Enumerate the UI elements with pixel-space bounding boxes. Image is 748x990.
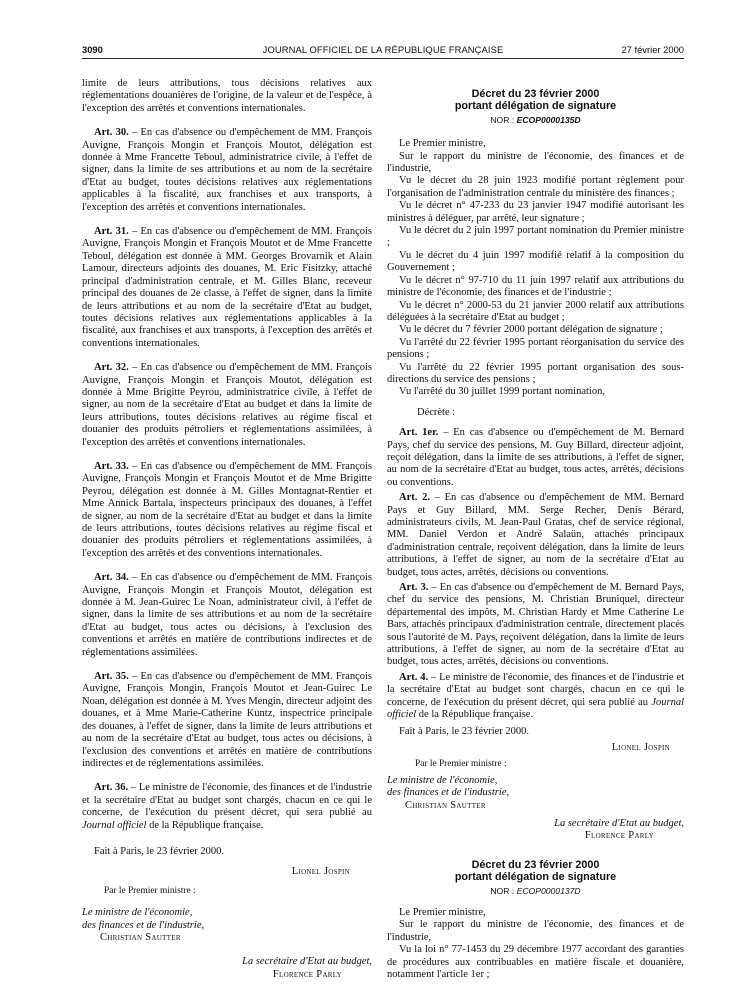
minister-title-cont: des finances et de l'industrie, <box>387 787 510 799</box>
preamble-line: Vu le décret du 2 juin 1997 portant nomination du Premier ministre ; <box>387 225 684 249</box>
article-3 <box>387 582 684 669</box>
article-number: Art. 32. <box>94 362 129 374</box>
prime-minister-signature: Lionel Jospin <box>291 866 350 878</box>
secretary-name: Florence Parly <box>272 968 342 980</box>
decree-title: Décret du 23 février 2000 <box>471 88 600 100</box>
preamble-line: Vu le décret du 4 juin 1997 modifié relatif à la composition du Gouvernement ; <box>387 249 684 274</box>
right-column <box>387 78 684 981</box>
article-text: – En cas d'absence ou d'empêchement de MM. François Auvigne, François Mongin et François Moutot et de Mme Brigitte Peyrou, délégation est donnée à M. Gilles Montagnat-Rentier et Mme Annick Bartala, inspecteurs principaux des douanes, à l'effet de signer, au nom de la secrétaire d'Etat au budget et dans la limite de leurs attributions, toutes décisions relatives au régime fiscal et douanier des produits pétroliers et réglementations assimilées, à l'exception des arrêtés et des conventions internationales. <box>82 460 372 559</box>
article-text: – En cas d'absence ou d'empêchement de MM. François Auvigne, François Mongin, François Moutot et Jean-Guirec Le Noan, délégation est donnée à M. Yves Mengin, directeur adjoint des douanes, et à Mme Marie-Catherine Kuntz, inspectrice principale des douanes, à l'effet de signer, dans la limite de leurs attributions et au nom de la secrétaire d'Etat au budget, tous actes ou décisions, à l'exclusion des conventions et arrêtés en matière de contributions indirectes et de réglementations assimilées. <box>82 671 372 769</box>
article-text: – En cas d'absence ou d'empêchement de M. Bernard Pays, chef du service des pensions, M. Christian Bruniquel, directeur départemental des impôts, M. Christian Hardy et Mme Catherine Le Bars, attachés principaux d'administration centrale, directement placés sous l'autorité de M. Pays, reçoivent délégation, dans la limite de leurs attributions, à l'effet de signer, au nom de la secrétaire d'Etat au budget, tous actes, arrêtés, décisions ou conventions. <box>387 582 684 668</box>
nor-reference <box>387 114 684 126</box>
secretary-signature-block <box>82 956 372 981</box>
journal-title: JOURNAL OFFICIEL DE LA RÉPUBLIQUE FRANÇAISE <box>262 44 504 55</box>
secretary-title: La secrétaire d'Etat au budget, <box>554 817 684 829</box>
preamble-line: Sur le rapport du ministre de l'économie, des finances et de l'industrie, <box>387 919 684 943</box>
preamble-line: Le Premier ministre, <box>399 906 486 918</box>
article-text-end: de la République française. <box>416 709 534 721</box>
minister-name: Christian Sautter <box>405 799 486 811</box>
header-rule <box>82 58 684 59</box>
article-number: Art. 33. <box>94 460 129 472</box>
decree-ecop0000137d <box>387 859 684 982</box>
journal-officiel-ref: Journal officiel <box>387 696 684 721</box>
preamble-line: Vu la loi n° 77-1453 du 29 décembre 1977 accordant des garanties de procédures aux contribuables en matière fiscale et douanière, notamment l'article 1er ; <box>387 944 684 980</box>
decrete-heading: Décrète : <box>417 406 456 418</box>
decree-preamble <box>387 907 684 981</box>
article-number: Art. 1er. <box>399 427 439 439</box>
preamble-line: Vu l'arrêté du 30 juillet 1999 portant nomination, <box>399 386 605 398</box>
decree-ecop0000135d <box>387 88 684 843</box>
left-column <box>82 78 372 981</box>
article-32 <box>82 362 372 449</box>
decree-title: Décret du 23 février 2000 <box>471 858 600 871</box>
article-number: Art. 31. <box>94 226 129 238</box>
minister-name: Christian Sautter <box>100 931 181 943</box>
article-number: Art. 2. <box>399 492 430 504</box>
decree-subtitle: portant délégation de signature <box>454 871 617 884</box>
nor-label: NOR : <box>490 114 517 125</box>
preamble-line: Vu le décret n° 47-233 du 23 janvier 1947 modifié autorisant les ministres à déléguer, par arrêté, leur signature ; <box>387 200 684 224</box>
article-number: Art. 34. <box>94 572 129 584</box>
preamble-line: Le Premier ministre, <box>399 138 486 150</box>
journal-officiel-ref: Journal officiel <box>82 819 147 831</box>
nor-code: ECOP0000137D <box>516 885 581 896</box>
article-text: – En cas d'absence ou d'empêchement de MM. François Auvigne, François Mongin et François Moutot, délégation est donnée à Mme Francette Teboul, administratrice civile, à l'effet de signer, dans la limite de ses attributions et au nom de la secrétaire d'Etat au budget, toutes décisions relatives aux réglementations applicables à la fiscalité, aux franchises et aux transports, à l'exception des arrêtés et conventions internationales. <box>82 127 372 213</box>
signing-place-date: Fait à Paris, le 23 février 2000. <box>399 725 530 737</box>
article-number: Art. 35. <box>94 671 129 683</box>
page-header <box>82 44 684 58</box>
article-35 <box>82 671 372 770</box>
decree-preamble <box>387 138 684 399</box>
article-34 <box>82 572 372 659</box>
article-number: Art. 4. <box>399 671 429 683</box>
article-33 <box>82 461 372 560</box>
preamble-line: Vu l'arrêté du 22 février 1995 portant réorganisation du service des pensions ; <box>387 336 684 361</box>
article-text-end: de la République française. <box>146 819 264 831</box>
article-1 <box>387 427 684 489</box>
article-number: Art. 36. <box>94 782 129 794</box>
nor-reference <box>387 885 684 897</box>
signing-place-date: Fait à Paris, le 23 février 2000. <box>94 845 225 857</box>
article-36 <box>82 782 372 832</box>
secretary-title: La secrétaire d'Etat au budget, <box>242 956 372 968</box>
preamble-line: Vu le décret du 7 février 2000 portant délégation de signature ; <box>399 324 663 336</box>
prime-minister-signature: Lionel Jospin <box>611 741 670 753</box>
minister-title-cont: des finances et de l'industrie, <box>82 919 205 931</box>
article-number: Art. 30. <box>94 127 129 139</box>
minister-title: Le ministre de l'économie, <box>387 774 498 786</box>
article-4 <box>387 672 684 722</box>
decree-subtitle: portant délégation de signature <box>454 100 617 113</box>
article-30 <box>82 127 372 214</box>
article-text: – En cas d'absence ou d'empêchement de MM. François Auvigne, François Mongin et François Moutot, délégation est donnée à Mme Brigitte Peyrou, administratrice civile, à l'effet de signer, au nom de la secrétaire d'Etat au budget et dans la limite de leurs attributions, toutes décisions relatives au régime fiscal et douanier des produits pétroliers et réglementations assimilées, à l'exception des arrêtés et conventions internationales. <box>82 362 372 448</box>
by-prime-minister: Par le Premier ministre : <box>104 885 196 896</box>
issue-date: 27 février 2000 <box>621 44 684 55</box>
article-text: – En cas d'absence ou d'empêchement de MM. François Auvigne, François Mongin et François Moutot et de Mme Francette Teboul, délégation est donnée à MM. Georges Brovarnik et Alain Lamour, directeurs adjoints des douanes, M. Eric Fisitzky, attaché principal d'administration centrale, et M. Gilles Blanc, receveur principal des douanes de 2e classe, à l'effet de signer, dans la limite de leurs attributions et au nom de la secrétaire d'Etat au budget, toutes décisions relatives aux réglementations applicables à la fiscalité, aux franchises et aux transports, à l'exception des arrêtés et conventions internationales. <box>82 226 372 349</box>
article-text: – Le ministre de l'économie, des finances et de l'industrie et la secrétaire d'Etat au budget sont chargés, chacun en ce qui le concerne, de l'exécution du présent décret, qui sera publié au <box>82 782 372 819</box>
minister-title: Le ministre de l'économie, <box>82 907 193 919</box>
preamble-line: Vu le décret n° 97-710 du 11 juin 1997 relatif aux attributions du ministre de l'économie, des finances et de l'industrie ; <box>387 274 684 299</box>
article-text: – En cas d'absence ou d'empêchement de MM. Bernard Pays et Guy Billard, MM. Serge Recher, Denis Bérard, administrateurs civils, M. Jean-Paul Gratas, chef de service régional, MM. Daniel Verdon et André Salaün, attachés principaux d'administration centrale, reçoivent délégation, dans la limite de leurs attributions, à l'effet de signer, au nom de la secrétaire d'Etat au budget, tous actes, arrêtés, décisions ou conventions. <box>387 492 684 578</box>
minister-signature-block <box>82 907 372 944</box>
preamble-line: Vu le décret n° 2000-53 du 21 janvier 2000 relatif aux attributions déléguées à la secrétaire d'Etat au budget ; <box>387 299 684 323</box>
preamble-line: Vu le décret du 28 juin 1923 modifié portant règlement pour l'organisation de l'administration centrale du ministère des finances ; <box>387 175 684 199</box>
page-number: 3090 <box>82 44 103 55</box>
article-number: Art. 3. <box>399 582 429 594</box>
secretary-signature-block <box>387 818 684 843</box>
article-text: – En cas d'absence ou d'empêchement de M. Bernard Pays, chef du service des pensions, M. Guy Billard, directeur adjoint, reçoit délégation, dans la limite de ses attributions, à l'effet de signer, au nom de la secrétaire d'Etat au budget, tous actes, arrêtés, décisions ou conventions. <box>387 427 684 488</box>
preamble-line: Vu l'arrêté du 22 février 1995 portant organisation des sous-directions du service des pensions ; <box>387 361 684 385</box>
article-text: – En cas d'absence ou d'empêchement de MM. François Auvigne, François Mongin et François Moutot, délégation est donnée à M. Jean-Guirec Le Noan, administrateur civil, à l'effet de signer, dans la limite de ses attributions et au nom de la secrétaire d'Etat au budget, tous actes ou décisions, à l'exclusion des conventions et arrêtés en matière de contributions indirectes et de réglementations assimilées. <box>82 572 372 658</box>
article-31 <box>82 226 372 350</box>
continued-text: limite de leurs attributions, tous décisions relatives aux réglementations douanières de l'origine, de la valeur et de l'espèce, à l'exception des arrêtés et conventions internationales. <box>82 78 372 114</box>
nor-code: ECOP0000135D <box>516 114 581 125</box>
secretary-name: Florence Parly <box>584 830 654 842</box>
minister-signature-block <box>387 775 684 812</box>
article-text: – Le ministre de l'économie, des finances et de l'industrie et la secrétaire d'Etat au budget sont chargés, chacun en ce qui le concerne, de l'exécution du présent décret, qui sera publié au <box>387 671 684 708</box>
by-prime-minister: Par le Premier ministre : <box>415 759 507 770</box>
article-2 <box>387 492 684 579</box>
nor-label: NOR : <box>490 885 517 896</box>
preamble-line: Sur le rapport du ministre de l'économie, des finances et de l'industrie, <box>387 150 684 175</box>
